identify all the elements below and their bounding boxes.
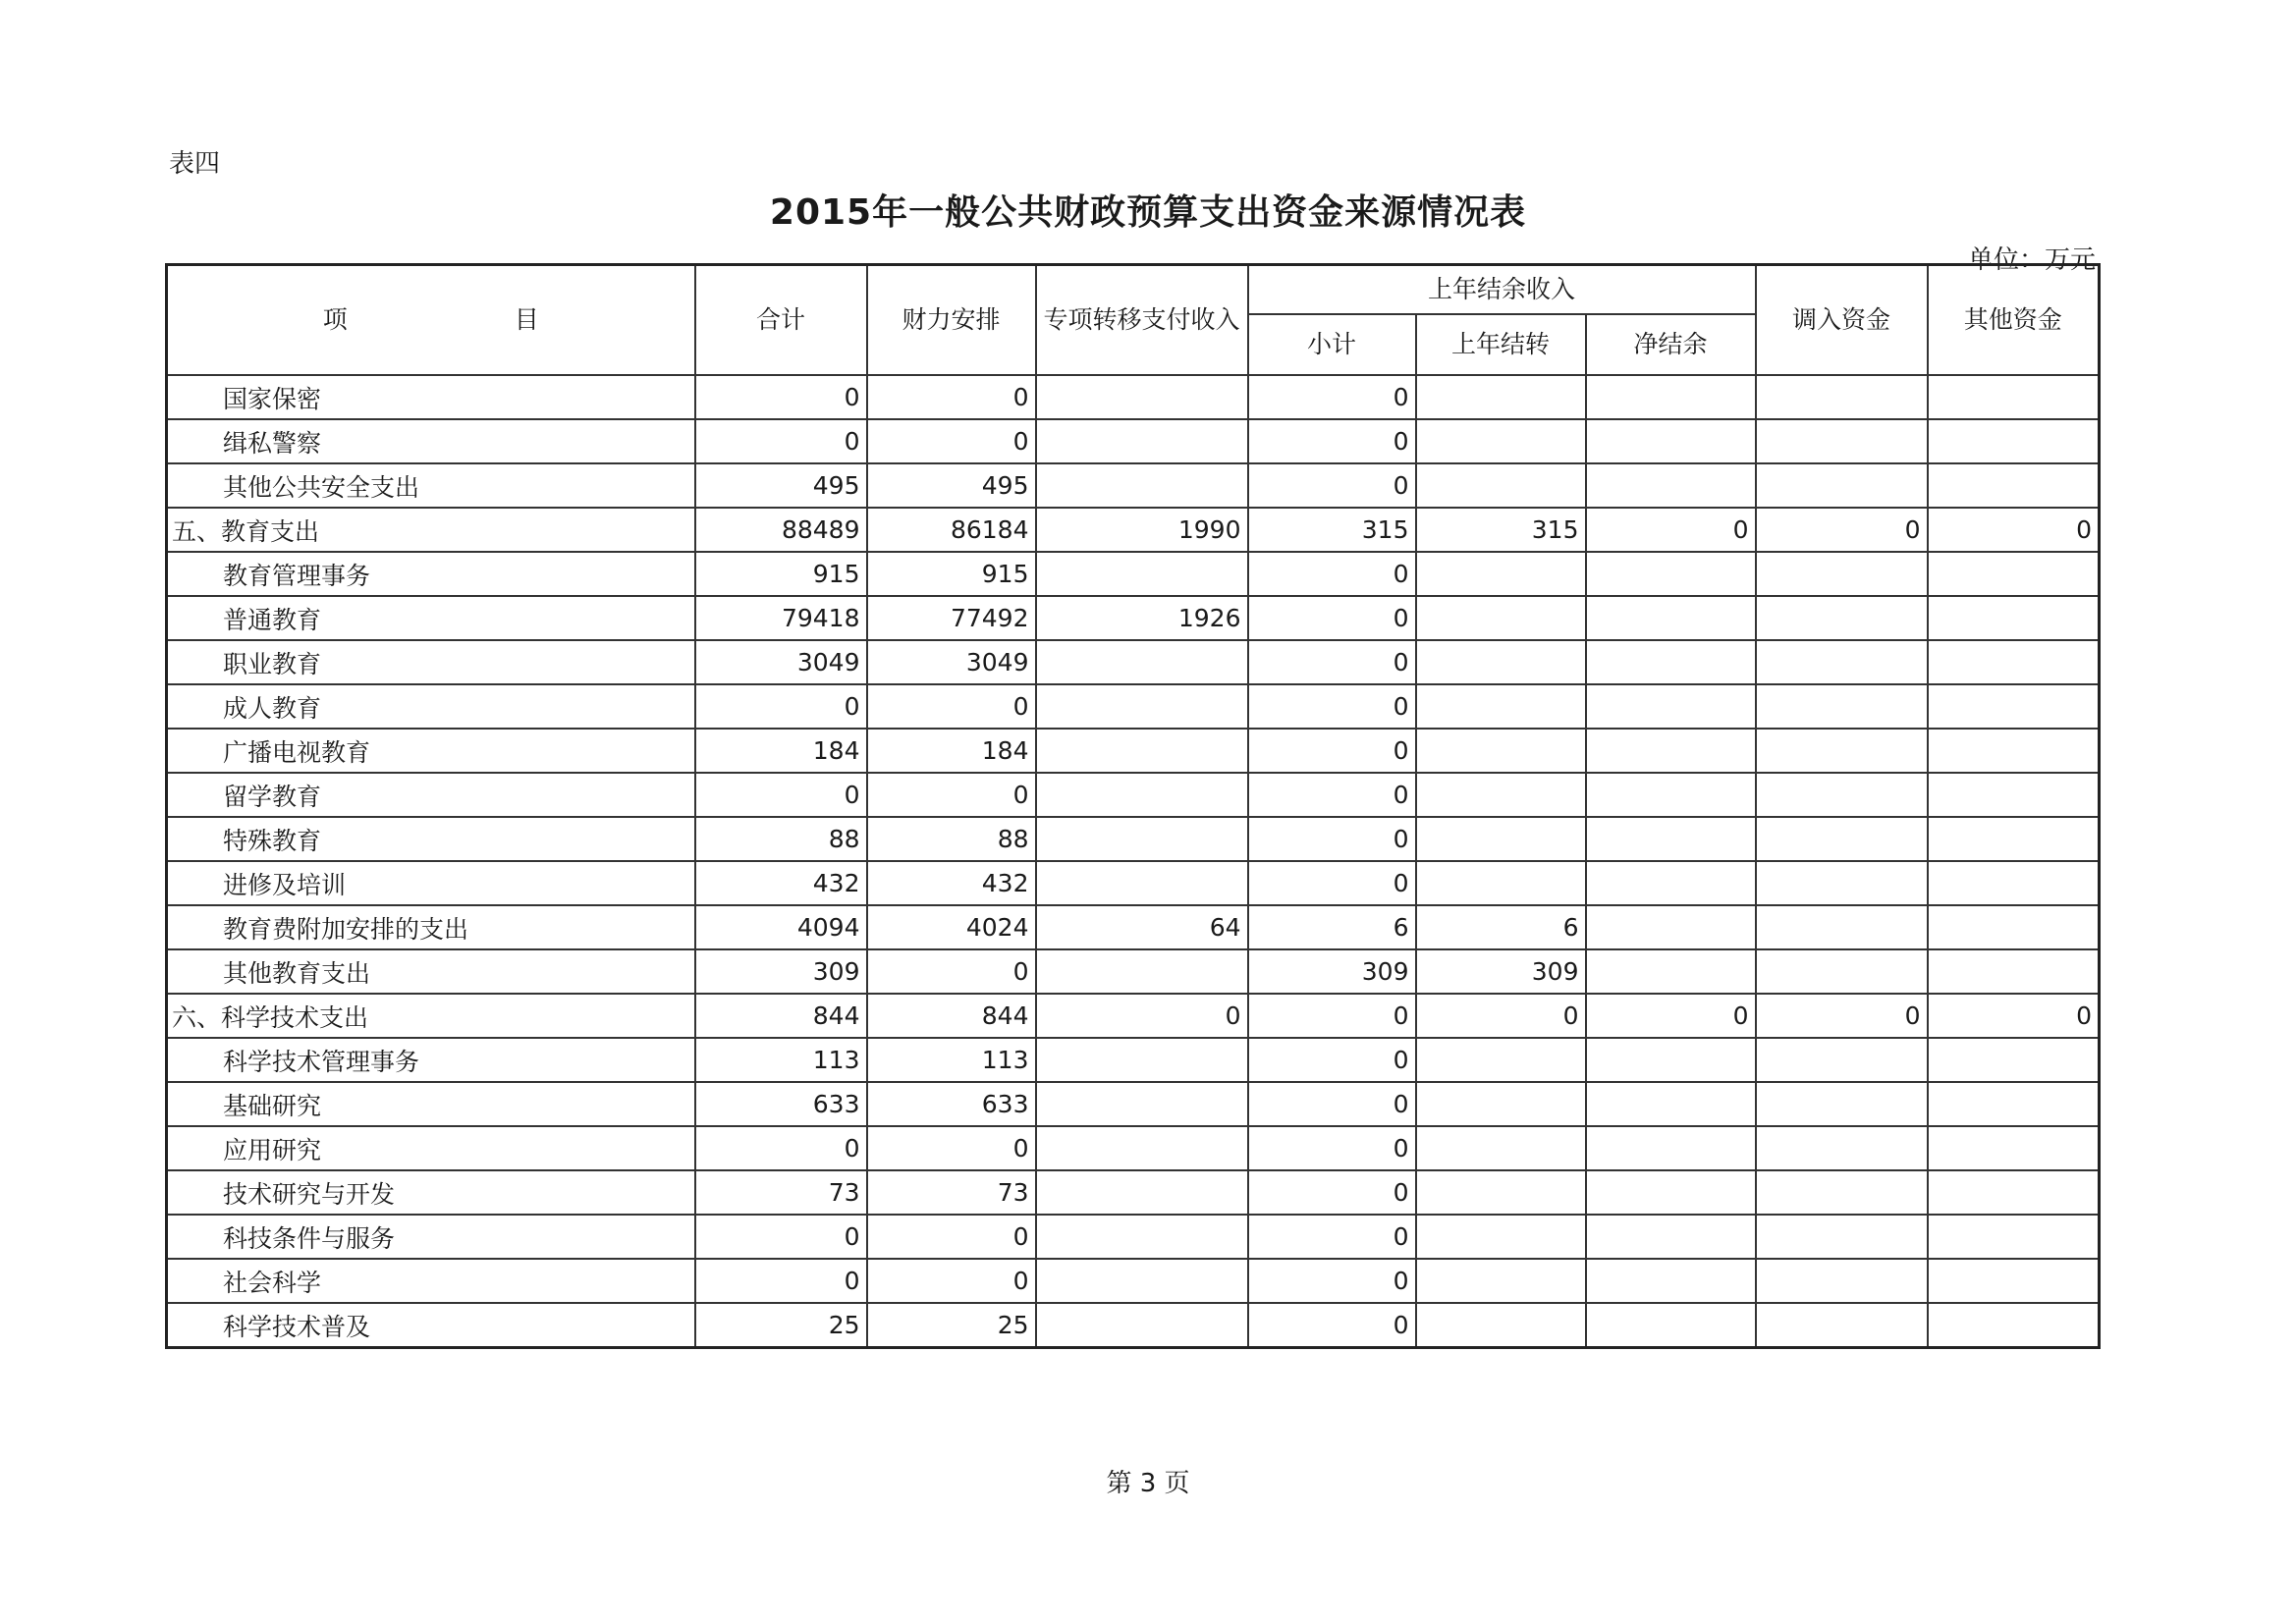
row-name: 广播电视教育 [167,729,695,773]
cell-net-surplus [1586,640,1756,684]
cell-net-surplus [1586,1215,1756,1259]
cell-subtotal: 315 [1248,508,1416,552]
row-name: 普通教育 [167,596,695,640]
table-row [167,773,2100,817]
cell-total: 0 [695,773,867,817]
cell-carryover [1416,375,1586,419]
table-row [167,949,2100,994]
cell-total: 633 [695,1082,867,1126]
table-row [167,1170,2100,1215]
cell-net-surplus [1586,1126,1756,1170]
table-row [167,1259,2100,1303]
cell-transfer: 1926 [1036,596,1248,640]
header-carryover: 上年结转 [1416,314,1586,375]
table-row [167,1215,2100,1259]
cell-carryover [1416,640,1586,684]
table-row [167,552,2100,596]
cell-transfer-in [1756,1082,1928,1126]
cell-total: 0 [695,1215,867,1259]
cell-net-surplus [1586,552,1756,596]
cell-transfer-in [1756,419,1928,463]
cell-financial: 73 [867,1170,1036,1215]
row-name: 科技条件与服务 [167,1215,695,1259]
cell-carryover [1416,1259,1586,1303]
page-number: 第 3 页 [1106,1469,1190,1498]
cell-total: 432 [695,861,867,905]
cell-subtotal: 0 [1248,1126,1416,1170]
cell-other-funds [1928,861,2100,905]
cell-other-funds [1928,463,2100,508]
cell-subtotal: 0 [1248,684,1416,729]
cell-transfer [1036,1303,1248,1348]
cell-transfer [1036,861,1248,905]
row-name: 缉私警察 [167,419,695,463]
row-name: 六、科学技术支出 [167,994,695,1038]
cell-subtotal: 0 [1248,1038,1416,1082]
cell-subtotal: 0 [1248,596,1416,640]
cell-subtotal: 0 [1248,1082,1416,1126]
cell-financial: 88 [867,817,1036,861]
header-prior-year-group: 上年结余收入 [1248,265,1756,315]
cell-financial: 432 [867,861,1036,905]
cell-other-funds [1928,1215,2100,1259]
cell-transfer [1036,640,1248,684]
cell-total: 844 [695,994,867,1038]
cell-total: 79418 [695,596,867,640]
cell-transfer [1036,949,1248,994]
cell-financial: 0 [867,773,1036,817]
cell-transfer: 1990 [1036,508,1248,552]
row-name: 成人教育 [167,684,695,729]
cell-total: 4094 [695,905,867,949]
cell-financial: 633 [867,1082,1036,1126]
cell-transfer [1036,1170,1248,1215]
table-row [167,684,2100,729]
cell-subtotal: 0 [1248,463,1416,508]
cell-financial: 844 [867,994,1036,1038]
cell-transfer-in [1756,640,1928,684]
cell-subtotal: 0 [1248,1215,1416,1259]
cell-net-surplus [1586,1170,1756,1215]
cell-transfer-in [1756,1038,1928,1082]
page-title: 2015年一般公共财政预算支出资金来源情况表 [769,192,1527,233]
header-total: 合计 [695,265,867,376]
row-name: 科学技术普及 [167,1303,695,1348]
cell-carryover [1416,1038,1586,1082]
row-name: 教育费附加安排的支出 [167,905,695,949]
cell-subtotal: 0 [1248,817,1416,861]
cell-transfer-in [1756,729,1928,773]
cell-other-funds [1928,419,2100,463]
row-name: 五、教育支出 [167,508,695,552]
cell-financial: 915 [867,552,1036,596]
cell-total: 0 [695,1126,867,1170]
cell-transfer-in [1756,817,1928,861]
table-row [167,861,2100,905]
category-row [167,508,2100,552]
cell-financial: 4024 [867,905,1036,949]
cell-carryover: 309 [1416,949,1586,994]
cell-total: 495 [695,463,867,508]
cell-transfer-in [1756,1126,1928,1170]
header-subtotal: 小计 [1248,314,1416,375]
cell-financial: 0 [867,419,1036,463]
cell-transfer [1036,1259,1248,1303]
cell-carryover: 0 [1416,994,1586,1038]
cell-subtotal: 0 [1248,729,1416,773]
cell-other-funds [1928,949,2100,994]
table-label: 表四 [169,149,221,179]
header-transfer-in: 调入资金 [1756,265,1928,376]
cell-subtotal: 309 [1248,949,1416,994]
cell-other-funds [1928,1038,2100,1082]
cell-other-funds [1928,905,2100,949]
cell-carryover [1416,729,1586,773]
cell-subtotal: 0 [1248,773,1416,817]
cell-financial: 113 [867,1038,1036,1082]
cell-carryover [1416,463,1586,508]
cell-financial: 0 [867,375,1036,419]
cell-transfer-in [1756,375,1928,419]
cell-transfer [1036,684,1248,729]
cell-total: 88 [695,817,867,861]
cell-transfer [1036,1038,1248,1082]
cell-other-funds [1928,596,2100,640]
cell-net-surplus [1586,1259,1756,1303]
cell-financial: 86184 [867,508,1036,552]
cell-transfer-in [1756,1303,1928,1348]
cell-transfer-in [1756,1259,1928,1303]
table-row [167,596,2100,640]
cell-other-funds [1928,773,2100,817]
cell-carryover [1416,684,1586,729]
cell-transfer [1036,1126,1248,1170]
cell-other-funds [1928,375,2100,419]
cell-subtotal: 0 [1248,419,1416,463]
cell-transfer-in [1756,1170,1928,1215]
cell-subtotal: 0 [1248,994,1416,1038]
cell-transfer: 0 [1036,994,1248,1038]
cell-financial: 184 [867,729,1036,773]
table-row [167,1126,2100,1170]
row-name: 国家保密 [167,375,695,419]
cell-total: 88489 [695,508,867,552]
cell-net-surplus: 0 [1586,994,1756,1038]
row-name: 职业教育 [167,640,695,684]
cell-carryover [1416,1082,1586,1126]
table-row [167,375,2100,419]
cell-carryover [1416,861,1586,905]
cell-net-surplus [1586,773,1756,817]
cell-carryover [1416,1126,1586,1170]
cell-other-funds [1928,684,2100,729]
header-item-b: 目 [514,305,539,335]
cell-transfer [1036,375,1248,419]
cell-subtotal: 0 [1248,1259,1416,1303]
cell-transfer-in [1756,552,1928,596]
cell-transfer-in [1756,684,1928,729]
cell-transfer [1036,552,1248,596]
cell-subtotal: 0 [1248,1303,1416,1348]
cell-transfer [1036,773,1248,817]
cell-financial: 0 [867,684,1036,729]
table-row [167,640,2100,684]
cell-carryover [1416,1170,1586,1215]
table-header [167,265,2100,376]
cell-carryover [1416,1215,1586,1259]
cell-financial: 77492 [867,596,1036,640]
row-name: 科学技术管理事务 [167,1038,695,1082]
cell-financial: 25 [867,1303,1036,1348]
row-name: 技术研究与开发 [167,1170,695,1215]
row-name: 其他教育支出 [167,949,695,994]
cell-total: 113 [695,1038,867,1082]
cell-financial: 0 [867,1259,1036,1303]
table-row [167,905,2100,949]
cell-net-surplus [1586,375,1756,419]
cell-carryover [1416,552,1586,596]
header-financial: 财力安排 [867,265,1036,376]
cell-other-funds [1928,1170,2100,1215]
cell-transfer-in: 0 [1756,994,1928,1038]
cell-net-surplus [1586,1082,1756,1126]
cell-total: 184 [695,729,867,773]
cell-transfer [1036,419,1248,463]
cell-transfer [1036,817,1248,861]
cell-net-surplus [1586,419,1756,463]
cell-net-surplus: 0 [1586,508,1756,552]
table-row [167,419,2100,463]
cell-total: 0 [695,375,867,419]
cell-transfer [1036,1215,1248,1259]
row-name: 应用研究 [167,1126,695,1170]
header-item [167,265,695,376]
cell-subtotal: 6 [1248,905,1416,949]
cell-total: 309 [695,949,867,994]
cell-net-surplus [1586,861,1756,905]
cell-transfer-in [1756,905,1928,949]
cell-net-surplus [1586,1038,1756,1082]
cell-total: 25 [695,1303,867,1348]
cell-transfer-in [1756,596,1928,640]
cell-carryover [1416,1303,1586,1348]
cell-financial: 0 [867,1126,1036,1170]
cell-net-surplus [1586,684,1756,729]
cell-other-funds [1928,552,2100,596]
cell-total: 0 [695,684,867,729]
table-row [167,817,2100,861]
cell-subtotal: 0 [1248,1170,1416,1215]
cell-carryover [1416,817,1586,861]
table-row [167,729,2100,773]
cell-total: 0 [695,1259,867,1303]
cell-other-funds [1928,1303,2100,1348]
header-other-funds: 其他资金 [1928,265,2100,376]
cell-total: 915 [695,552,867,596]
row-name: 留学教育 [167,773,695,817]
cell-net-surplus [1586,1303,1756,1348]
header-net-surplus: 净结余 [1586,314,1756,375]
cell-transfer [1036,729,1248,773]
cell-financial: 0 [867,1215,1036,1259]
row-name: 其他公共安全支出 [167,463,695,508]
cell-transfer [1036,1082,1248,1126]
cell-other-funds [1928,1082,2100,1126]
unit-note: 单位：万元 [1967,245,2096,275]
cell-subtotal: 0 [1248,861,1416,905]
cell-subtotal: 0 [1248,552,1416,596]
cell-net-surplus [1586,817,1756,861]
cell-financial: 495 [867,463,1036,508]
cell-transfer-in [1756,1215,1928,1259]
cell-other-funds [1928,640,2100,684]
cell-total: 0 [695,419,867,463]
cell-net-surplus [1586,463,1756,508]
cell-other-funds [1928,817,2100,861]
cell-transfer-in [1756,773,1928,817]
cell-financial: 3049 [867,640,1036,684]
cell-transfer-in [1756,861,1928,905]
table-row [167,1038,2100,1082]
row-name: 特殊教育 [167,817,695,861]
cell-net-surplus [1586,949,1756,994]
cell-other-funds [1928,729,2100,773]
row-name: 社会科学 [167,1259,695,1303]
cell-transfer-in [1756,463,1928,508]
row-name: 进修及培训 [167,861,695,905]
cell-other-funds: 0 [1928,994,2100,1038]
cell-financial: 0 [867,949,1036,994]
cell-carryover [1416,773,1586,817]
budget-table [165,263,2101,1349]
cell-carryover: 6 [1416,905,1586,949]
row-name: 基础研究 [167,1082,695,1126]
row-name: 教育管理事务 [167,552,695,596]
cell-carryover [1416,419,1586,463]
cell-subtotal: 0 [1248,375,1416,419]
table-row [167,1303,2100,1348]
table-row [167,463,2100,508]
cell-total: 3049 [695,640,867,684]
cell-transfer-in [1756,949,1928,994]
table-row [167,1082,2100,1126]
cell-subtotal: 0 [1248,640,1416,684]
header-item-a: 项 [322,305,348,335]
cell-transfer: 64 [1036,905,1248,949]
cell-net-surplus [1586,729,1756,773]
cell-carryover: 315 [1416,508,1586,552]
category-row [167,994,2100,1038]
cell-other-funds [1928,1259,2100,1303]
cell-total: 73 [695,1170,867,1215]
cell-transfer [1036,463,1248,508]
cell-other-funds [1928,1126,2100,1170]
cell-carryover [1416,596,1586,640]
cell-net-surplus [1586,596,1756,640]
header-transfer: 专项转移支付收入 [1036,265,1248,376]
cell-net-surplus [1586,905,1756,949]
table-body [167,375,2100,1348]
cell-transfer-in: 0 [1756,508,1928,552]
cell-other-funds: 0 [1928,508,2100,552]
